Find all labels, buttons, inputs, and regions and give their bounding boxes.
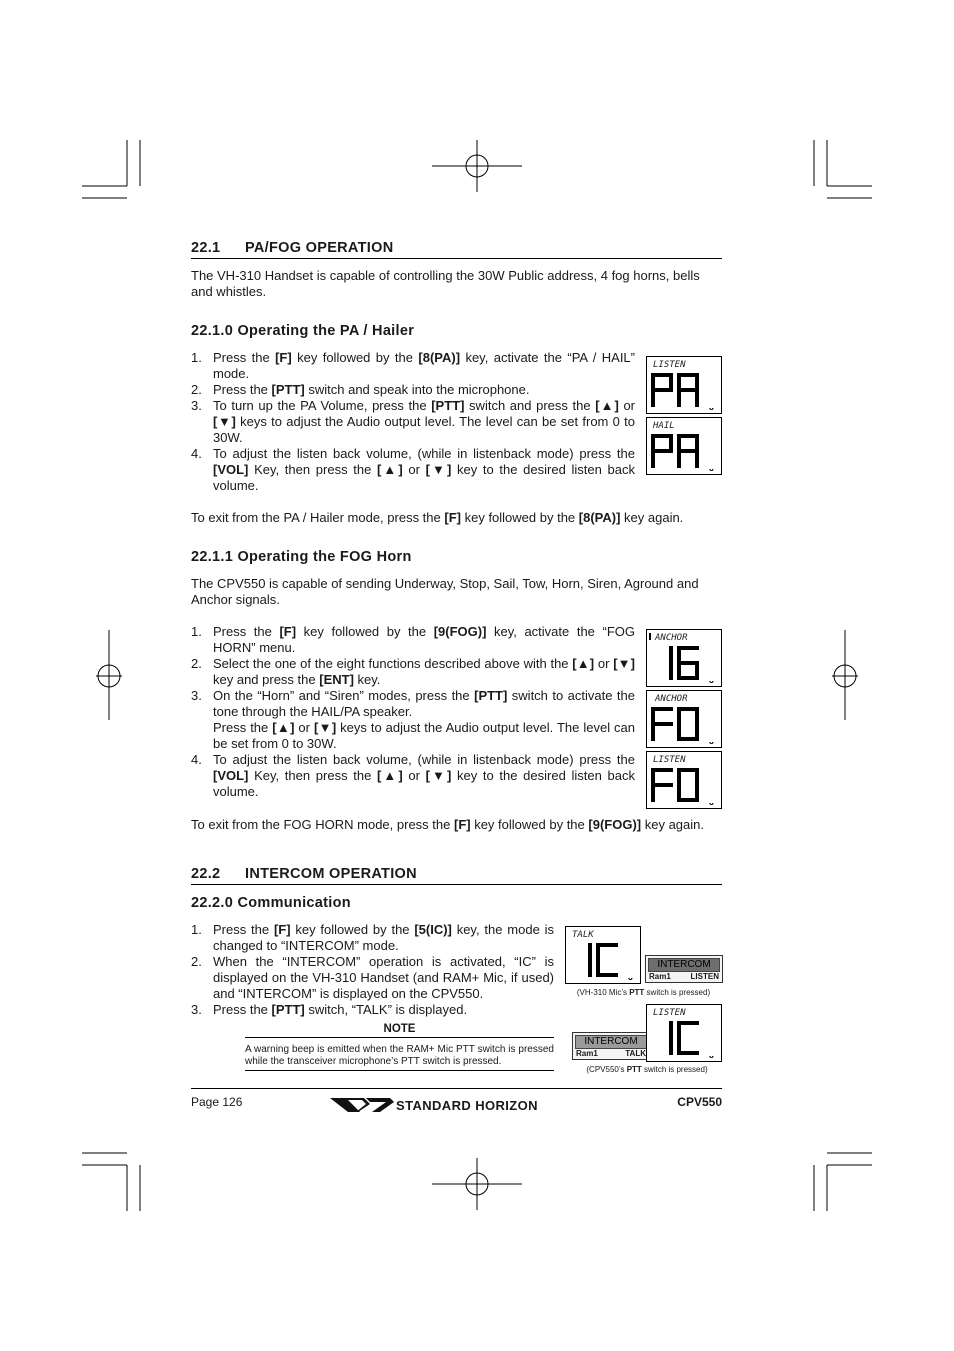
intercom-steps-list [191,922,554,1018]
text-segment: or [294,720,314,735]
key-label: [9(FOG)] [433,624,487,639]
text-segment: key and press the [213,672,320,687]
caption-bold: PTT [626,1065,642,1074]
text-segment: key. [353,672,381,687]
intercom-panel-station: Ram1 [649,972,671,981]
caption-text: (CPV550’s [586,1065,627,1074]
caption-text: switch is pressed) [644,988,711,997]
step-item [191,1002,554,1018]
text-segment: Select the one of the eight functions described above with the [213,656,573,671]
section-heading-22-1 [191,240,722,259]
key-label: [▼] [425,462,452,477]
text-segment: Press the [213,1002,272,1017]
step-item [191,752,635,800]
section-title: PA/FOG OPERATION [245,240,394,256]
key-label: [ENT] [319,672,354,687]
lcd-display-hail-pa [646,417,722,475]
key-label: [▲] [377,462,403,477]
step-item [191,446,635,494]
key-label: [F] [275,350,292,365]
lcd-small-glyph: ᴗ [709,404,714,412]
lcd-mode-label: LISTEN [653,755,686,765]
lcd-digit [677,373,699,407]
key-label: [PTT] [271,1002,305,1017]
text-segment: key, activate the “FOG HORN” menu. [213,624,635,655]
text-segment: switch to activate the tone through the HAIL/PA speaker. [213,688,635,719]
lcd-graphic [566,927,640,983]
subsection-heading-22-1-0: 22.1.0 Operating the PA / Hailer [191,323,415,339]
text-segment: Press the [213,350,276,365]
text-segment: key followed by the [460,510,579,525]
step-item [191,688,635,720]
pa-exit-paragraph [191,510,722,526]
caption-vh310-ptt [565,988,722,997]
lcd-digit [677,646,699,680]
lcd-digit [677,707,699,741]
step-item [191,954,554,1002]
fog-steps-list [191,624,635,800]
step-item [191,656,635,688]
step-number: 1. [191,624,202,639]
key-label: [F] [273,922,291,937]
step-item [191,350,635,382]
text-segment: To adjust the listen back volume, (while in listenback mode) press the [213,752,635,767]
key-label: [▲] [572,656,595,671]
text-segment: Press the [213,624,280,639]
brand-logo [330,1096,590,1116]
text-segment: key to the desired listen back volume. [213,768,635,799]
lcd-graphic [647,1005,721,1061]
text-segment: key followed by the [470,817,589,832]
key-label: [8(PA)] [418,350,461,365]
text-segment: keys to adjust the Audio output level. The level can be set from 0 to 30W. [213,414,635,445]
lcd-digit [651,768,673,802]
text-segment: key, activate the “PA / HAIL” mode. [213,350,635,381]
text-segment: Press the [213,720,273,735]
lcd-mode-label: TALK [572,930,594,940]
brand-name: STANDARD HORIZON [396,1098,538,1113]
text-segment: To exit from the FOG HORN mode, press the [191,817,454,832]
text-segment: Key, then press the [248,768,378,783]
fog-exit-paragraph [191,817,722,833]
text-segment: key to the desired listen back volume. [213,462,635,493]
lcd-digit [651,373,673,407]
text-segment: key followed by the [291,350,419,365]
lcd-small-glyph: ᴗ [709,1052,714,1060]
step-number: 3. [191,1002,202,1017]
lcd-digit [651,434,673,468]
text-segment: Press the [213,922,274,937]
lcd-display-anchor-fo [646,690,722,748]
text-segment: switch and press the [464,398,596,413]
lcd-graphic [647,418,721,474]
step-number: 2. [191,382,202,397]
text-segment: When the “INTERCOM” operation is activated, “IC” is displayed on the VH-310 Handset (and RAM+ Mic, if used) and “INTERCOM” is displayed on the CPV550. [213,954,554,1001]
intercom-panel-listen [645,955,723,983]
brand-logo-icon [330,1096,396,1114]
key-label: [PTT] [271,382,305,397]
lcd-digit [677,434,699,468]
lcd-mode-label: ANCHOR [655,694,688,704]
lcd-small-glyph: ᴗ [709,677,714,685]
lcd-digit [677,768,699,802]
intercom-panel-title: INTERCOM [575,1035,647,1049]
step-item [191,398,635,446]
key-label: [F] [279,624,297,639]
section-number: 22.2 [191,866,221,882]
lcd-digit [669,646,673,680]
lcd-display-listen-fo [646,751,722,809]
lcd-digit [651,707,673,741]
key-label: [PTT] [474,688,508,703]
step-item [191,922,554,954]
lcd-display-talk-ic [565,926,641,984]
text-segment: switch and speak into the microphone. [304,382,530,397]
key-label: [▲] [595,398,619,413]
caption-text: switch is pressed) [641,1065,708,1074]
key-label: [▲] [272,720,295,735]
text-segment: key followed by the [290,922,415,937]
text-segment: or [402,768,426,783]
key-label: [VOL] [213,768,249,783]
key-label: [VOL] [213,462,249,477]
lcd-digit [588,943,592,977]
step-number: 3. [191,398,202,413]
lcd-small-glyph: ᴗ [709,799,714,807]
lcd-display-anchor-16 [646,629,722,687]
step-item [191,624,635,656]
key-label: [▲] [377,768,403,783]
note-title: NOTE [245,1023,554,1038]
lcd-graphic [647,357,721,413]
section-heading-22-2 [191,866,722,885]
fog-intro-paragraph: The CPV550 is capable of sending Underway, Stop, Sail, Tow, Horn, Siren, Aground and Anchor signals. [191,576,699,607]
step-number: 2. [191,954,202,969]
text-segment: On the “Horn” and “Siren” modes, press the [213,688,475,703]
key-label: [▼] [313,720,337,735]
intro-paragraph: The VH-310 Handset is capable of controlling the 30W Public address, 4 fog horns, bells and whistles. [191,268,700,299]
intercom-panel-status: LISTEN [690,972,719,981]
key-label: [8(PA)] [578,510,621,525]
text-segment: key followed by the [296,624,434,639]
caption-text: (VH-310 Mic’s [576,988,630,997]
subsection-heading-22-2-0: 22.2.0 Communication [191,895,351,911]
key-label: [F] [444,510,461,525]
key-label: [5(IC)] [414,922,452,937]
lcd-graphic [647,630,721,686]
lcd-small-glyph: ᴗ [709,465,714,473]
step-number: 4. [191,446,202,461]
text-segment: Press the [213,382,272,397]
model-name: CPV550 [677,1095,722,1109]
key-label: [PTT] [431,398,465,413]
lcd-mode-label: LISTEN [653,1008,686,1018]
lcd-small-glyph: ᴗ [628,974,633,982]
step-number: 3. [191,688,202,703]
text-segment: To adjust the listen back volume, (while in listenback mode) press the [213,446,635,461]
text-segment: To exit from the PA / Hailer mode, press the [191,510,445,525]
text-segment: key, the mode is changed to “INTERCOM” mode. [213,922,554,953]
intercom-panel-station: Ram1 [576,1049,598,1058]
lcd-digit [669,1021,673,1055]
lcd-small-glyph: ᴗ [709,738,714,746]
text-segment: Key, then press the [248,462,378,477]
step-number: 1. [191,922,202,937]
lcd-digit [677,1021,699,1055]
text-segment: switch, “TALK” is displayed. [304,1002,468,1017]
page-number: Page 126 [191,1095,243,1109]
caption-cpv550-ptt [572,1065,722,1074]
step-number: 4. [191,752,202,767]
intercom-panel-talk [572,1032,650,1060]
lcd-display-listen-pa [646,356,722,414]
intercom-panel-title: INTERCOM [648,958,720,972]
note-body: A warning beep is emitted when the RAM+ Mic PTT switch is pressed while the transceiver microphone’s PTT switch is pressed. [245,1044,554,1071]
lcd-display-listen-ic [646,1004,722,1062]
text-segment: key again. [641,817,704,832]
key-label: [▼] [425,768,452,783]
text-segment: or [618,398,636,413]
text-segment: key again. [620,510,684,525]
text-segment: keys to adjust the Audio output level. The level can be set from 0 to 30W. [213,720,636,751]
text-segment: To turn up the PA Volume, press the [213,398,432,413]
pa-steps-list [191,350,635,494]
footer-rule [191,1088,722,1089]
key-label: [▼] [213,414,236,429]
lcd-mode-label: HAIL [653,421,675,431]
text-segment: or [402,462,426,477]
caption-bold: PTT [629,988,645,997]
step-item [191,720,635,752]
subsection-heading-22-1-1: 22.1.1 Operating the FOG Horn [191,549,412,565]
key-label: [F] [453,817,471,832]
lcd-mode-label: ANCHOR [655,633,688,643]
key-label: [▼] [613,656,635,671]
section-number: 22.1 [191,240,221,256]
lcd-digit [596,943,618,977]
key-label: [9(FOG)] [588,817,642,832]
text-segment: or [594,656,614,671]
step-number: 2. [191,656,202,671]
step-item [191,382,635,398]
lcd-graphic [647,752,721,808]
lcd-mode-label: LISTEN [653,360,686,370]
intercom-panel-status: TALK [625,1049,646,1058]
step-number: 1. [191,350,202,365]
lcd-indicator [649,633,651,640]
lcd-graphic [647,691,721,747]
section-title: INTERCOM OPERATION [245,866,417,882]
